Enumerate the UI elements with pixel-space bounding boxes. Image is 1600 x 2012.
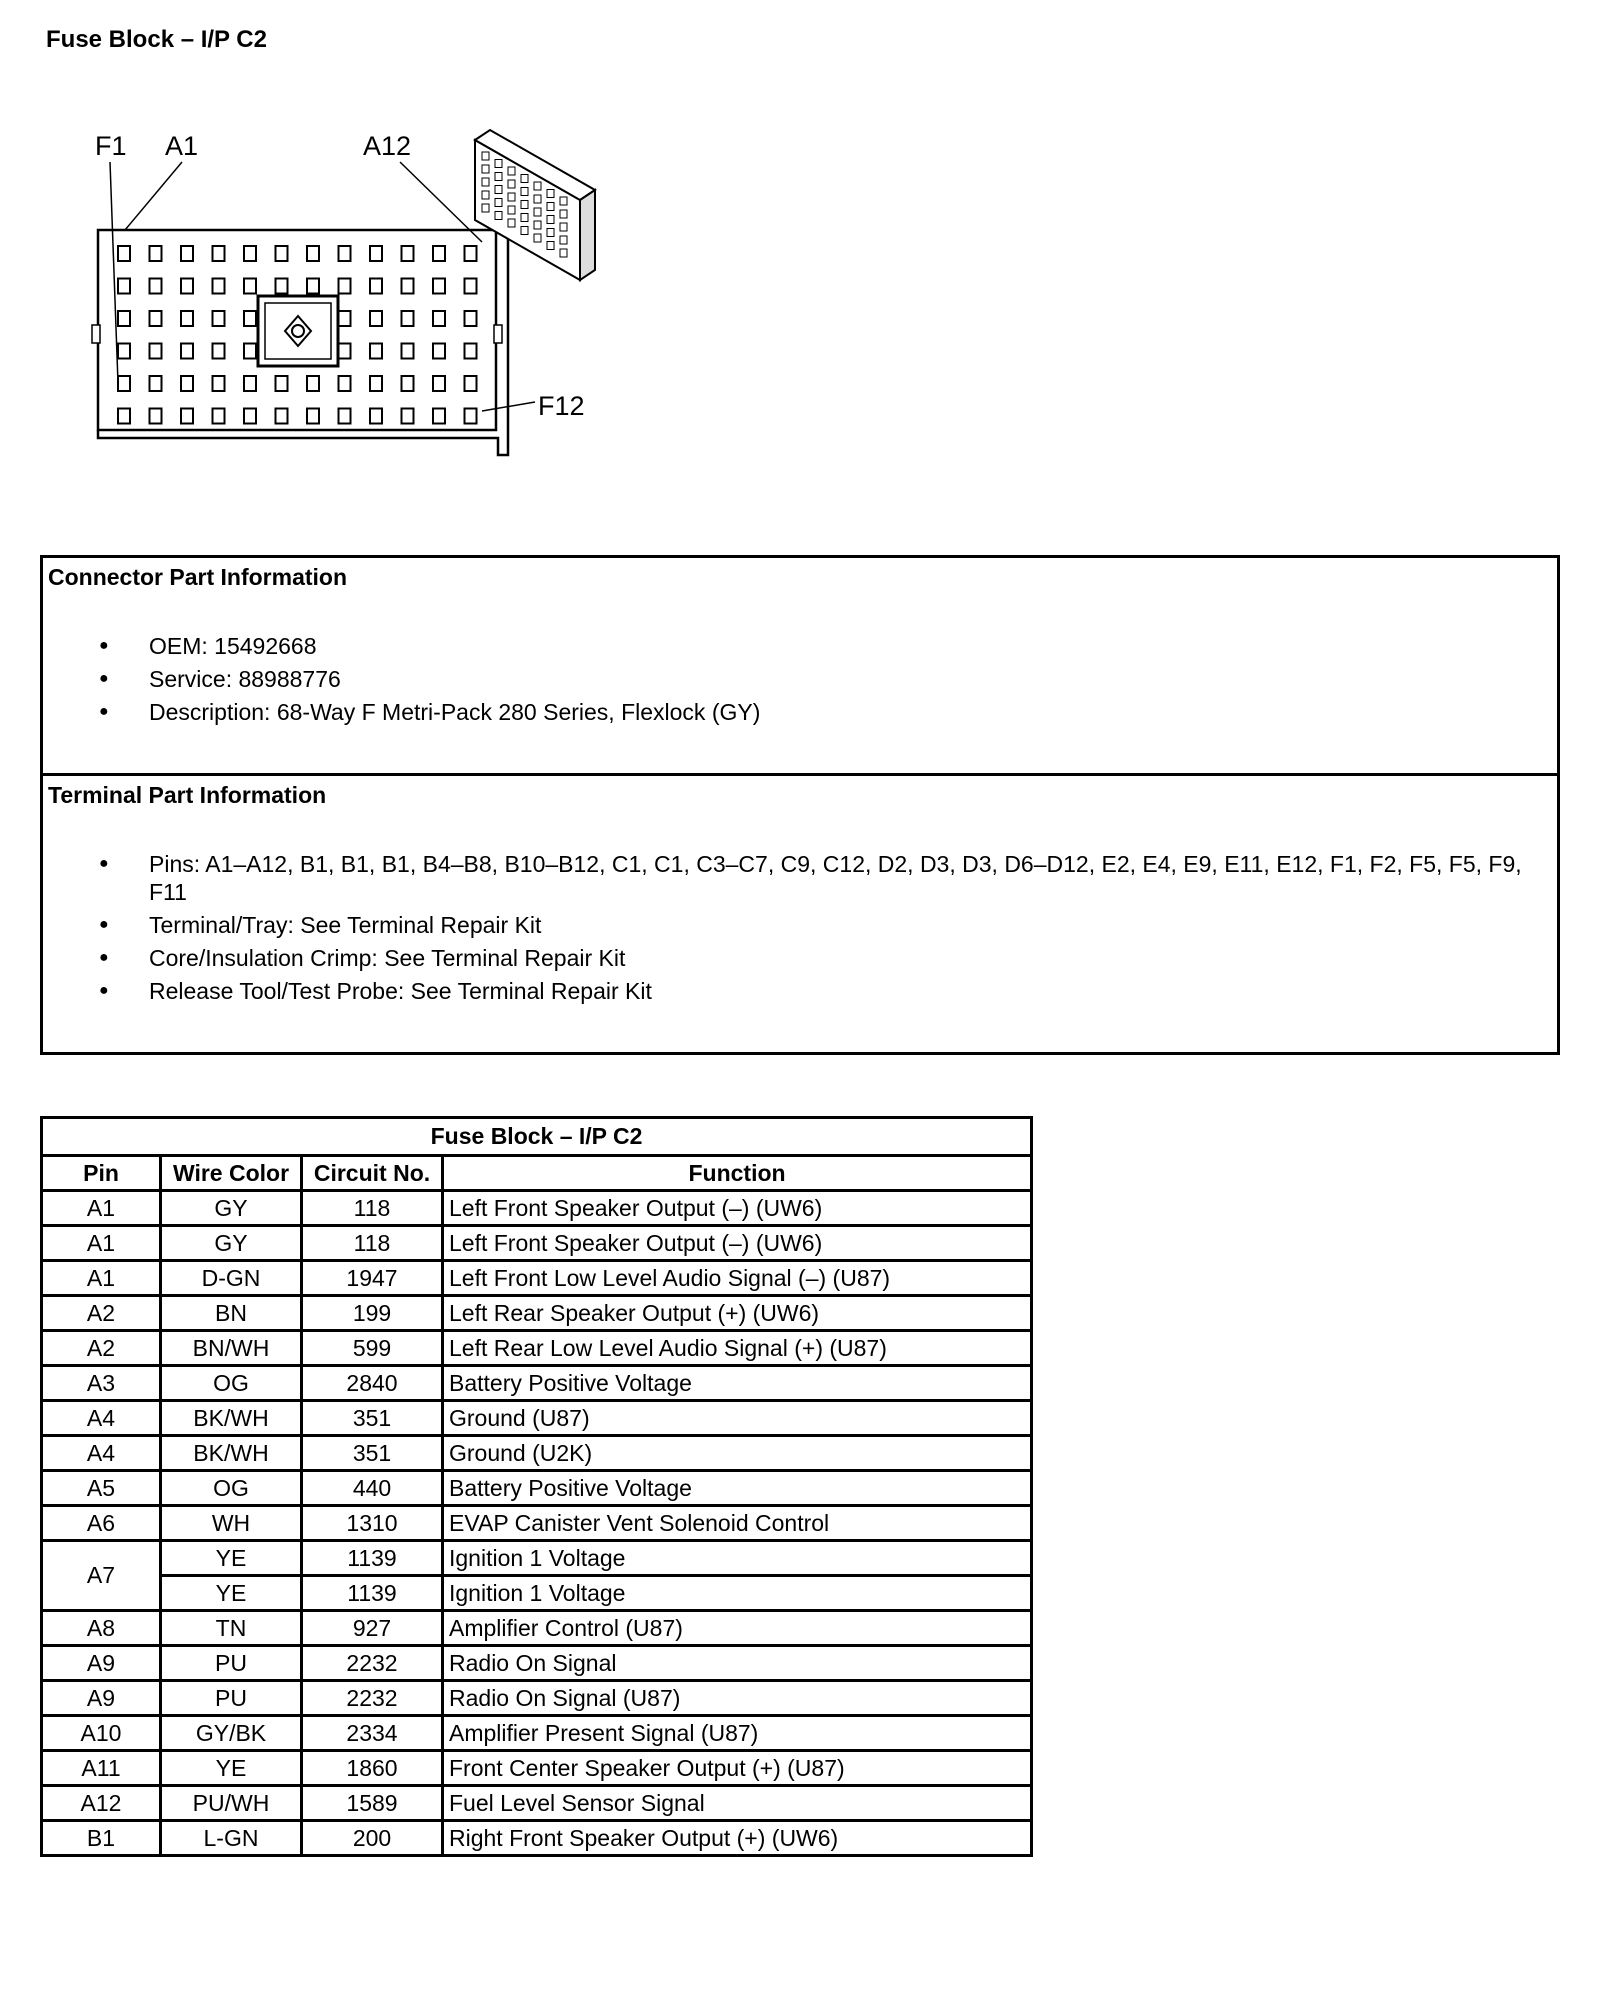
cell-wire-color: YE (161, 1576, 302, 1611)
iso-pin-cavity (482, 152, 489, 160)
iso-pin-cavity (560, 210, 567, 218)
pin-cavity (181, 279, 193, 294)
iso-pin-cavity (495, 186, 502, 194)
cell-function: Radio On Signal (U87) (443, 1681, 1032, 1716)
cell-wire-color: PU/WH (161, 1786, 302, 1821)
header-pin: Pin (42, 1156, 161, 1191)
pin-cavity (213, 376, 225, 391)
page-title: Fuse Block – I/P C2 (46, 26, 267, 53)
table-row (42, 1681, 1032, 1716)
pin-cavity (244, 376, 256, 391)
cell-function: Left Front Speaker Output (–) (UW6) (443, 1191, 1032, 1226)
pin-cavity (402, 279, 414, 294)
pin-cavity (433, 279, 445, 294)
pin-cavity (402, 409, 414, 424)
iso-pin-cavity (534, 182, 541, 190)
cell-wire-color: D-GN (161, 1261, 302, 1296)
cell-pin: A11 (42, 1751, 161, 1786)
iso-pin-cavity (508, 193, 515, 201)
table-row (42, 1751, 1032, 1786)
iso-pin-cavity (495, 212, 502, 220)
pin-cavity (181, 246, 193, 261)
cell-circuit-no: 351 (302, 1436, 443, 1471)
pin-table (40, 1116, 1033, 1857)
label-a12: A12 (363, 131, 412, 161)
pin-table-body (42, 1191, 1032, 1856)
pin-cavity (433, 311, 445, 326)
pin-cavity (465, 246, 477, 261)
header-function: Function (443, 1156, 1032, 1191)
pin-cavity (213, 246, 225, 261)
table-row (42, 1401, 1032, 1436)
connector-diagram (80, 120, 640, 480)
connector-part-info (43, 558, 1557, 776)
terminal-info-list (43, 850, 1557, 1010)
cell-pin: A9 (42, 1681, 161, 1716)
table-row (42, 1716, 1032, 1751)
pin-cavity (118, 246, 130, 261)
cell-function: Amplifier Control (U87) (443, 1611, 1032, 1646)
table-row (42, 1541, 1032, 1576)
cell-circuit-no: 1310 (302, 1506, 443, 1541)
cell-function: Ground (U2K) (443, 1436, 1032, 1471)
pin-cavity (150, 344, 162, 359)
cell-circuit-no: 927 (302, 1611, 443, 1646)
pin-cavity (181, 376, 193, 391)
pin-cavity (213, 409, 225, 424)
cell-circuit-no: 118 (302, 1226, 443, 1261)
iso-pin-cavity (534, 234, 541, 242)
label-f12: F12 (538, 391, 585, 421)
terminal-info-title: Terminal Part Information (48, 782, 327, 808)
cell-circuit-no: 2232 (302, 1646, 443, 1681)
cell-pin: A4 (42, 1401, 161, 1436)
cell-function: Left Rear Low Level Audio Signal (+) (U87) (443, 1331, 1032, 1366)
label-a1: A1 (165, 131, 199, 161)
pin-cavity (244, 279, 256, 294)
cell-function: EVAP Canister Vent Solenoid Control (443, 1506, 1032, 1541)
pin-cavity (307, 279, 319, 294)
list-item: ● Description: 68-Way F Metri-Pack 280 Series, Flexlock (GY) (43, 698, 1557, 726)
pin-cavity (402, 344, 414, 359)
iso-pin-cavity (508, 180, 515, 188)
cell-circuit-no: 351 (302, 1401, 443, 1436)
cell-function: Amplifier Present Signal (U87) (443, 1716, 1032, 1751)
cell-wire-color: GY/BK (161, 1716, 302, 1751)
table-row (42, 1436, 1032, 1471)
table-row (42, 1611, 1032, 1646)
iso-pin-cavity (547, 216, 554, 224)
pin-cavity (181, 409, 193, 424)
table-row (42, 1366, 1032, 1401)
iso-pin-cavity (482, 191, 489, 199)
pin-cavity (307, 376, 319, 391)
cell-pin: A1 (42, 1191, 161, 1226)
cell-pin: A9 (42, 1646, 161, 1681)
pin-cavity (339, 376, 351, 391)
iso-pin-cavity (560, 249, 567, 257)
cell-pin: A1 (42, 1261, 161, 1296)
cell-function: Fuel Level Sensor Signal (443, 1786, 1032, 1821)
iso-pin-cavity (534, 221, 541, 229)
table-row (42, 1471, 1032, 1506)
pin-cavity (213, 311, 225, 326)
cell-pin: A6 (42, 1506, 161, 1541)
list-item: ● Pins: A1–A12, B1, B1, B1, B4–B8, B10–B12, C1, C1, C3–C7, C9, C12, D2, D3, D3, D6–D12, E2, E4, E9, E11, E12, F1, F2, F5, F5, F9, F11 (43, 850, 1557, 906)
cell-wire-color: TN (161, 1611, 302, 1646)
pin-cavity (339, 344, 351, 359)
connector-drawing (80, 120, 640, 480)
iso-pin-cavity (521, 175, 528, 183)
iso-pin-cavity (521, 214, 528, 222)
iso-pin-cavity (560, 197, 567, 205)
cell-pin: B1 (42, 1821, 161, 1856)
iso-pin-cavity (547, 229, 554, 237)
iso-pin-cavity (482, 165, 489, 173)
table-row (42, 1261, 1032, 1296)
cell-function: Ignition 1 Voltage (443, 1541, 1032, 1576)
list-item: ● Terminal/Tray: See Terminal Repair Kit (43, 911, 1557, 939)
cell-wire-color: PU (161, 1646, 302, 1681)
cell-circuit-no: 599 (302, 1331, 443, 1366)
pin-cavity (181, 311, 193, 326)
pin-cavity (370, 376, 382, 391)
cell-circuit-no: 440 (302, 1471, 443, 1506)
pin-cavity (370, 409, 382, 424)
cell-function: Front Center Speaker Output (+) (U87) (443, 1751, 1032, 1786)
cell-function: Left Front Low Level Audio Signal (–) (U87) (443, 1261, 1032, 1296)
pin-cavity (244, 311, 256, 326)
cell-wire-color: GY (161, 1191, 302, 1226)
list-item: ● Core/Insulation Crimp: See Terminal Repair Kit (43, 944, 1557, 972)
pin-cavity (433, 376, 445, 391)
pin-cavity (370, 311, 382, 326)
iso-pin-cavity (495, 160, 502, 168)
table-row (42, 1506, 1032, 1541)
pin-cavity (150, 376, 162, 391)
iso-pin-cavity (534, 195, 541, 203)
pin-cavity (402, 311, 414, 326)
table-row (42, 1576, 1032, 1611)
iso-pin-cavity (521, 201, 528, 209)
pin-cavity (181, 344, 193, 359)
cell-wire-color: PU (161, 1681, 302, 1716)
connector-info-title: Connector Part Information (48, 564, 348, 590)
cell-function: Left Rear Speaker Output (+) (UW6) (443, 1296, 1032, 1331)
pin-cavity (433, 344, 445, 359)
pin-cavity (370, 246, 382, 261)
iso-pin-cavity (495, 199, 502, 207)
pin-cavity (370, 344, 382, 359)
iso-pin-cavity (547, 190, 554, 198)
cell-circuit-no: 2334 (302, 1716, 443, 1751)
pin-cavity (276, 279, 288, 294)
terminal-part-info (43, 776, 1557, 1052)
cell-wire-color: BK/WH (161, 1436, 302, 1471)
pin-cavity (339, 409, 351, 424)
connector-info-list (43, 632, 1557, 731)
cell-pin: A1 (42, 1226, 161, 1261)
pin-cavity (118, 344, 130, 359)
iso-pin-cavity (560, 236, 567, 244)
pin-cavity (118, 311, 130, 326)
pin-cavity (118, 279, 130, 294)
cell-function: Right Front Speaker Output (+) (UW6) (443, 1821, 1032, 1856)
pin-cavity (213, 279, 225, 294)
pin-cavity (339, 311, 351, 326)
header-circuit-no: Circuit No. (302, 1156, 443, 1191)
cell-pin: A4 (42, 1436, 161, 1471)
list-item: ● Release Tool/Test Probe: See Terminal Repair Kit (43, 977, 1557, 1005)
cell-wire-color: YE (161, 1541, 302, 1576)
iso-pin-cavity (508, 167, 515, 175)
cell-wire-color: OG (161, 1366, 302, 1401)
table-caption: Fuse Block – I/P C2 (42, 1118, 1032, 1156)
pin-cavity (118, 376, 130, 391)
pin-cavity (150, 246, 162, 261)
pin-cavity (433, 409, 445, 424)
pin-cavity (465, 376, 477, 391)
cell-circuit-no: 1860 (302, 1751, 443, 1786)
cell-circuit-no: 1139 (302, 1541, 443, 1576)
cell-wire-color: BN/WH (161, 1331, 302, 1366)
connector-isometric-view (475, 130, 595, 280)
table-row (42, 1296, 1032, 1331)
cell-pin: A7 (42, 1541, 161, 1611)
iso-pin-cavity (534, 208, 541, 216)
pin-cavity (276, 376, 288, 391)
table-row (42, 1226, 1032, 1261)
pin-cavity (339, 279, 351, 294)
pin-cavity (276, 409, 288, 424)
pin-cavity (339, 246, 351, 261)
cell-function: Radio On Signal (443, 1646, 1032, 1681)
pin-cavity (402, 246, 414, 261)
cell-function: Battery Positive Voltage (443, 1471, 1032, 1506)
cell-circuit-no: 2840 (302, 1366, 443, 1401)
cell-wire-color: OG (161, 1471, 302, 1506)
cell-function: Ignition 1 Voltage (443, 1576, 1032, 1611)
cell-pin: A12 (42, 1786, 161, 1821)
table-row (42, 1646, 1032, 1681)
pin-cavity (465, 409, 477, 424)
iso-pin-cavity (482, 178, 489, 186)
iso-pin-cavity (482, 204, 489, 212)
pin-cavity (150, 409, 162, 424)
pin-cavity (307, 246, 319, 261)
iso-pin-cavity (495, 173, 502, 181)
cell-pin: A2 (42, 1296, 161, 1331)
center-latch (258, 296, 338, 366)
cell-circuit-no: 1139 (302, 1576, 443, 1611)
pin-cavity (465, 344, 477, 359)
cell-pin: A10 (42, 1716, 161, 1751)
list-item: ● OEM: 15492668 (43, 632, 1557, 660)
pin-cavity (433, 246, 445, 261)
cell-wire-color: WH (161, 1506, 302, 1541)
pin-cavity (465, 279, 477, 294)
pin-cavity (276, 246, 288, 261)
cell-circuit-no: 2232 (302, 1681, 443, 1716)
pin-cavity (402, 376, 414, 391)
iso-pin-cavity (560, 223, 567, 231)
pin-cavity (244, 409, 256, 424)
cell-pin: A5 (42, 1471, 161, 1506)
cell-wire-color: BK/WH (161, 1401, 302, 1436)
cell-function: Battery Positive Voltage (443, 1366, 1032, 1401)
cell-circuit-no: 200 (302, 1821, 443, 1856)
pin-cavity (465, 311, 477, 326)
iso-pin-cavity (508, 206, 515, 214)
cell-circuit-no: 199 (302, 1296, 443, 1331)
cell-circuit-no: 1589 (302, 1786, 443, 1821)
iso-pin-cavity (521, 227, 528, 235)
pin-cavity (370, 279, 382, 294)
cell-function: Ground (U87) (443, 1401, 1032, 1436)
iso-pin-cavity (508, 219, 515, 227)
cell-circuit-no: 1947 (302, 1261, 443, 1296)
iso-pin-cavity (547, 203, 554, 211)
cell-circuit-no: 118 (302, 1191, 443, 1226)
table-row (42, 1331, 1032, 1366)
pin-cavity (307, 409, 319, 424)
part-info-box (40, 555, 1560, 1055)
iso-pin-cavity (521, 188, 528, 196)
pin-cavity (118, 409, 130, 424)
cell-wire-color: BN (161, 1296, 302, 1331)
pin-cavity (213, 344, 225, 359)
table-row (42, 1191, 1032, 1226)
pin-cavity (244, 246, 256, 261)
cell-wire-color: YE (161, 1751, 302, 1786)
cell-function: Left Front Speaker Output (–) (UW6) (443, 1226, 1032, 1261)
header-wire-color: Wire Color (161, 1156, 302, 1191)
pin-cavity (150, 311, 162, 326)
iso-pin-cavity (547, 242, 554, 250)
cell-pin: A8 (42, 1611, 161, 1646)
cell-pin: A3 (42, 1366, 161, 1401)
label-f1: F1 (95, 131, 127, 161)
cell-pin: A2 (42, 1331, 161, 1366)
pin-cavity (244, 344, 256, 359)
cell-wire-color: GY (161, 1226, 302, 1261)
pin-cavity (150, 279, 162, 294)
table-row (42, 1786, 1032, 1821)
table-row (42, 1821, 1032, 1856)
cell-wire-color: L-GN (161, 1821, 302, 1856)
list-item: ● Service: 88988776 (43, 665, 1557, 693)
